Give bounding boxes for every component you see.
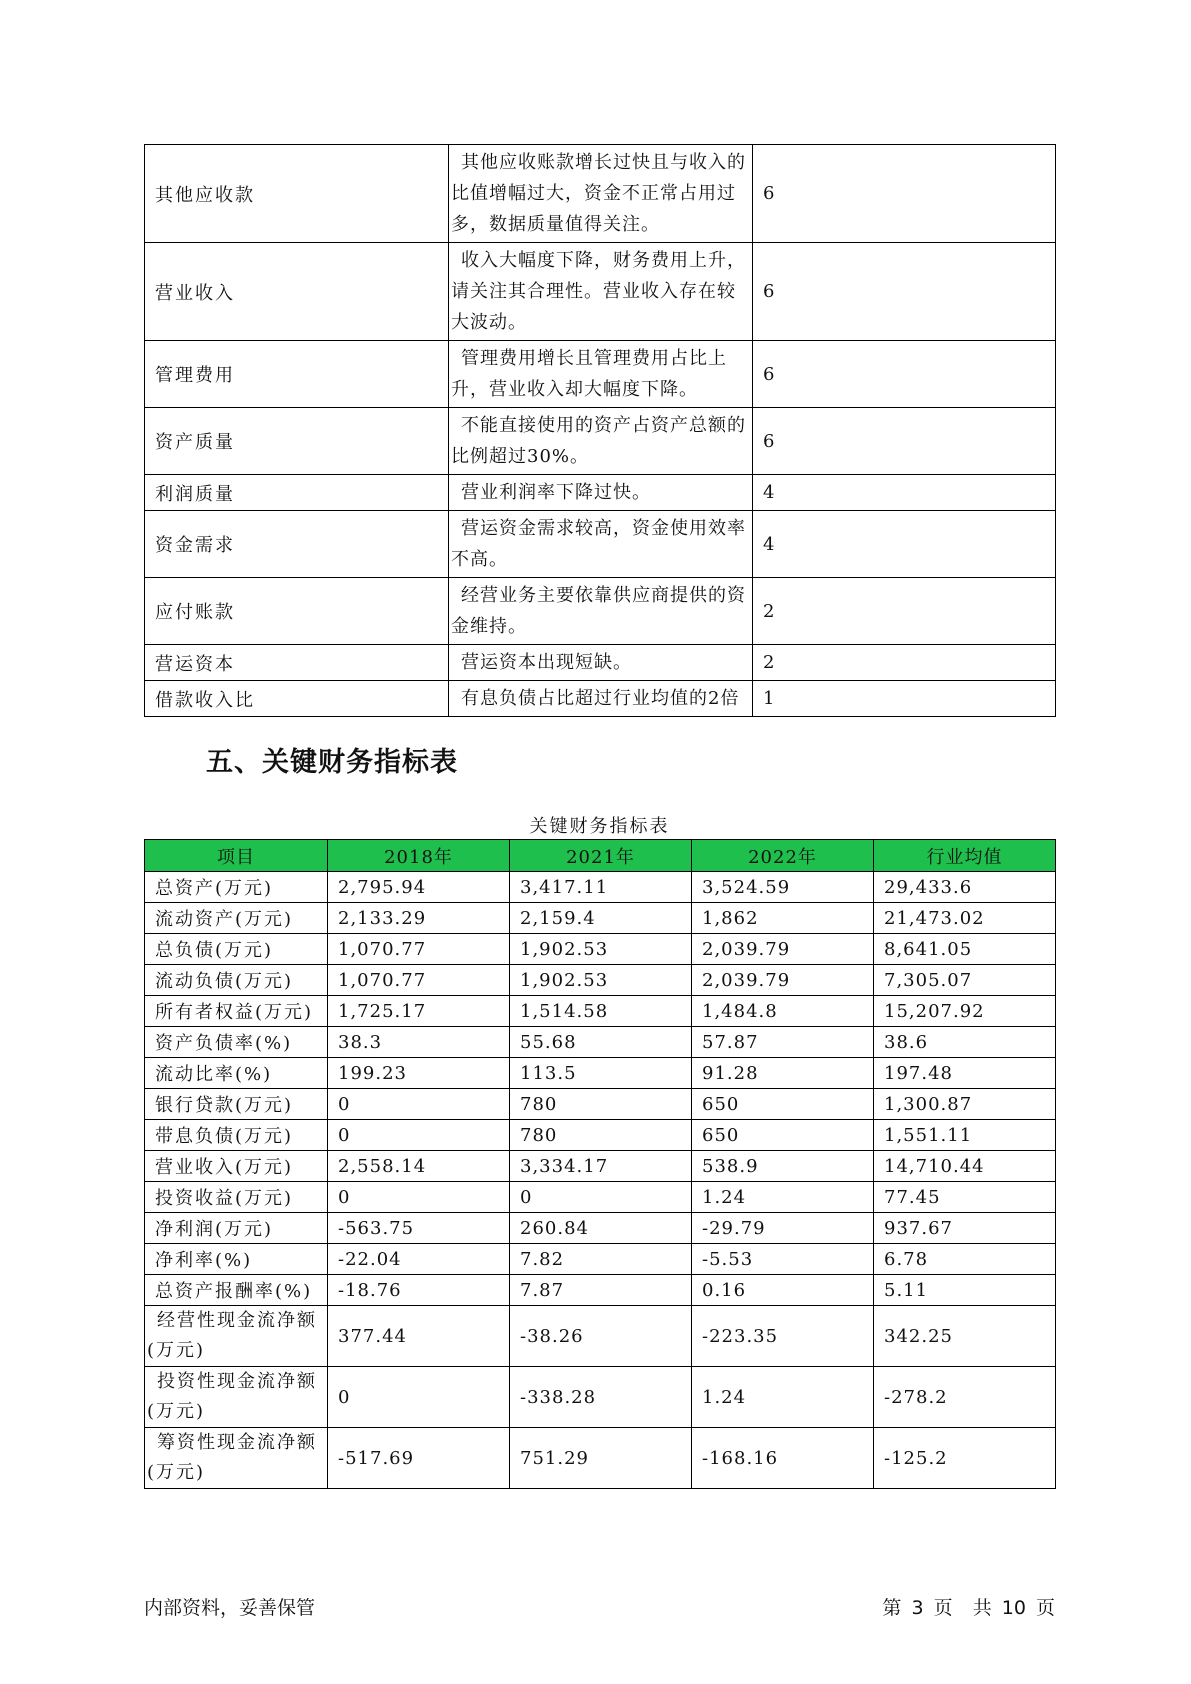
metric-item: 营业收入(万元) (145, 1151, 328, 1182)
risk-score: 6 (753, 145, 1056, 243)
table-row (145, 511, 1056, 578)
value-2018: -563.75 (328, 1213, 510, 1244)
value-industry-avg: 1,551.11 (874, 1120, 1056, 1151)
table-row (145, 145, 1056, 243)
risk-description: 营业利润率下降过快。 (449, 475, 753, 511)
risk-item: 资金需求 (145, 511, 449, 578)
page-label: 页 (933, 1597, 953, 1619)
value-industry-avg: 15,207.92 (874, 996, 1056, 1027)
risk-score: 1 (753, 681, 1056, 717)
footer-confidential-note: 内部资料，妥善保管 (144, 1597, 316, 1619)
table-row (145, 1120, 1056, 1151)
risk-item: 利润质量 (145, 475, 449, 511)
value-2022: 57.87 (692, 1027, 874, 1058)
value-industry-avg: 8,641.05 (874, 934, 1056, 965)
value-industry-avg: -125.2 (874, 1428, 1056, 1489)
risk-item: 其他应收款 (145, 145, 449, 243)
value-industry-avg: 342.25 (874, 1306, 1056, 1367)
value-industry-avg: -278.2 (874, 1367, 1056, 1428)
value-2021: 751.29 (510, 1428, 692, 1489)
value-2021: 780 (510, 1120, 692, 1151)
metric-item: 流动资产(万元) (145, 903, 328, 934)
table-row (145, 1244, 1056, 1275)
value-2022: -29.79 (692, 1213, 874, 1244)
table-row (145, 578, 1056, 645)
table-row (145, 645, 1056, 681)
value-2021: 7.82 (510, 1244, 692, 1275)
risk-score: 4 (753, 511, 1056, 578)
value-industry-avg: 21,473.02 (874, 903, 1056, 934)
table-row (145, 1151, 1056, 1182)
value-2021: -38.26 (510, 1306, 692, 1367)
risk-score: 2 (753, 578, 1056, 645)
table-row (145, 872, 1056, 903)
value-industry-avg: 937.67 (874, 1213, 1056, 1244)
table-row (145, 1027, 1056, 1058)
value-2022: -168.16 (692, 1428, 874, 1489)
value-2022: 2,039.79 (692, 965, 874, 996)
table-row (145, 408, 1056, 475)
value-2018: 0 (328, 1089, 510, 1120)
value-2021: 780 (510, 1089, 692, 1120)
risk-item: 应付账款 (145, 578, 449, 645)
table-row (145, 934, 1056, 965)
value-industry-avg: 5.11 (874, 1275, 1056, 1306)
value-2021: 1,902.53 (510, 934, 692, 965)
value-2022: 1.24 (692, 1367, 874, 1428)
total-prefix: 共 (972, 1597, 992, 1619)
risk-item: 资产质量 (145, 408, 449, 475)
risk-description: 管理费用增长且管理费用占比上升，营业收入却大幅度下降。 (449, 341, 753, 408)
value-2021: 3,417.11 (510, 872, 692, 903)
value-industry-avg: 29,433.6 (874, 872, 1056, 903)
table-row (145, 1275, 1056, 1306)
risk-score: 4 (753, 475, 1056, 511)
table-row (145, 681, 1056, 717)
column-header: 行业均值 (874, 840, 1056, 872)
value-2021: -338.28 (510, 1367, 692, 1428)
metric-item: 投资性现金流净额(万元) (145, 1367, 328, 1428)
value-2022: 650 (692, 1089, 874, 1120)
value-2022: -223.35 (692, 1306, 874, 1367)
page-number: 3 (911, 1597, 924, 1619)
value-2021: 3,334.17 (510, 1151, 692, 1182)
value-2018: 2,133.29 (328, 903, 510, 934)
value-industry-avg: 77.45 (874, 1182, 1056, 1213)
value-2018: 2,795.94 (328, 872, 510, 903)
page-prefix: 第 (882, 1597, 902, 1619)
value-industry-avg: 38.6 (874, 1027, 1056, 1058)
risk-description: 营运资金需求较高，资金使用效率不高。 (449, 511, 753, 578)
table-row (145, 341, 1056, 408)
table-row (145, 996, 1056, 1027)
risk-score: 6 (753, 341, 1056, 408)
column-header: 2021年 (510, 840, 692, 872)
total-label: 页 (1035, 1597, 1055, 1619)
value-2022: 650 (692, 1120, 874, 1151)
value-2022: 2,039.79 (692, 934, 874, 965)
metrics-table (144, 839, 1056, 1489)
metric-item: 投资收益(万元) (145, 1182, 328, 1213)
value-2021: 55.68 (510, 1027, 692, 1058)
value-2022: 1,862 (692, 903, 874, 934)
metric-item: 经营性现金流净额(万元) (145, 1306, 328, 1367)
metric-item: 流动负债(万元) (145, 965, 328, 996)
risk-score: 6 (753, 408, 1056, 475)
risk-description: 有息负债占比超过行业均值的2倍 (449, 681, 753, 717)
value-industry-avg: 1,300.87 (874, 1089, 1056, 1120)
section-title: 五、关键财务指标表 (206, 747, 458, 778)
value-2018: 1,070.77 (328, 965, 510, 996)
value-2022: 0.16 (692, 1275, 874, 1306)
value-2021: 1,514.58 (510, 996, 692, 1027)
metric-item: 筹资性现金流净额(万元) (145, 1428, 328, 1489)
risk-score: 6 (753, 243, 1056, 341)
value-industry-avg: 197.48 (874, 1058, 1056, 1089)
metric-item: 净利率(%) (145, 1244, 328, 1275)
value-2022: 1.24 (692, 1182, 874, 1213)
column-header: 2018年 (328, 840, 510, 872)
metric-item: 银行贷款(万元) (145, 1089, 328, 1120)
metric-item: 总资产(万元) (145, 872, 328, 903)
table-caption: 关键财务指标表 (529, 816, 670, 837)
metric-item: 资产负债率(%) (145, 1027, 328, 1058)
risk-item: 借款收入比 (145, 681, 449, 717)
table-row (145, 1089, 1056, 1120)
value-2022: 1,484.8 (692, 996, 874, 1027)
value-2018: 0 (328, 1120, 510, 1151)
value-2021: 113.5 (510, 1058, 692, 1089)
metric-item: 净利润(万元) (145, 1213, 328, 1244)
metric-item: 流动比率(%) (145, 1058, 328, 1089)
table-row (145, 243, 1056, 341)
table-header-row (145, 840, 1056, 872)
value-2018: 0 (328, 1367, 510, 1428)
value-2018: -18.76 (328, 1275, 510, 1306)
value-2018: 1,070.77 (328, 934, 510, 965)
table-row (145, 475, 1056, 511)
value-2021: 2,159.4 (510, 903, 692, 934)
risk-score: 2 (753, 645, 1056, 681)
value-2021: 0 (510, 1182, 692, 1213)
value-2022: 91.28 (692, 1058, 874, 1089)
value-2022: 3,524.59 (692, 872, 874, 903)
value-industry-avg: 14,710.44 (874, 1151, 1056, 1182)
risk-table (144, 144, 1056, 717)
column-header: 2022年 (692, 840, 874, 872)
risk-item: 营运资本 (145, 645, 449, 681)
table-row (145, 1367, 1056, 1428)
risk-description: 收入大幅度下降，财务费用上升，请关注其合理性。营业收入存在较大波动。 (449, 243, 753, 341)
value-2021: 1,902.53 (510, 965, 692, 996)
table-row (145, 903, 1056, 934)
value-2018: 377.44 (328, 1306, 510, 1367)
value-industry-avg: 7,305.07 (874, 965, 1056, 996)
metric-item: 总资产报酬率(%) (145, 1275, 328, 1306)
risk-description: 经营业务主要依靠供应商提供的资金维持。 (449, 578, 753, 645)
risk-description: 不能直接使用的资产占资产总额的比例超过30%。 (449, 408, 753, 475)
value-2022: 538.9 (692, 1151, 874, 1182)
table-row (145, 1213, 1056, 1244)
table-row (145, 1428, 1056, 1489)
value-2018: 2,558.14 (328, 1151, 510, 1182)
value-2018: 38.3 (328, 1027, 510, 1058)
value-2018: -517.69 (328, 1428, 510, 1489)
risk-description: 其他应收账款增长过快且与收入的比值增幅过大，资金不正常占用过多，数据质量值得关注。 (449, 145, 753, 243)
footer-page-info (882, 1593, 1055, 1620)
value-2018: 199.23 (328, 1058, 510, 1089)
metric-item: 总负债(万元) (145, 934, 328, 965)
total-pages: 10 (1001, 1597, 1026, 1619)
metric-item: 带息负债(万元) (145, 1120, 328, 1151)
risk-item: 营业收入 (145, 243, 449, 341)
column-header: 项目 (145, 840, 328, 872)
risk-description: 营运资本出现短缺。 (449, 645, 753, 681)
value-industry-avg: 6.78 (874, 1244, 1056, 1275)
value-2018: -22.04 (328, 1244, 510, 1275)
table-row (145, 965, 1056, 996)
table-row (145, 1182, 1056, 1213)
value-2021: 7.87 (510, 1275, 692, 1306)
value-2021: 260.84 (510, 1213, 692, 1244)
value-2018: 1,725.17 (328, 996, 510, 1027)
risk-item: 管理费用 (145, 341, 449, 408)
metric-item: 所有者权益(万元) (145, 996, 328, 1027)
value-2018: 0 (328, 1182, 510, 1213)
table-row (145, 1306, 1056, 1367)
value-2022: -5.53 (692, 1244, 874, 1275)
table-row (145, 1058, 1056, 1089)
